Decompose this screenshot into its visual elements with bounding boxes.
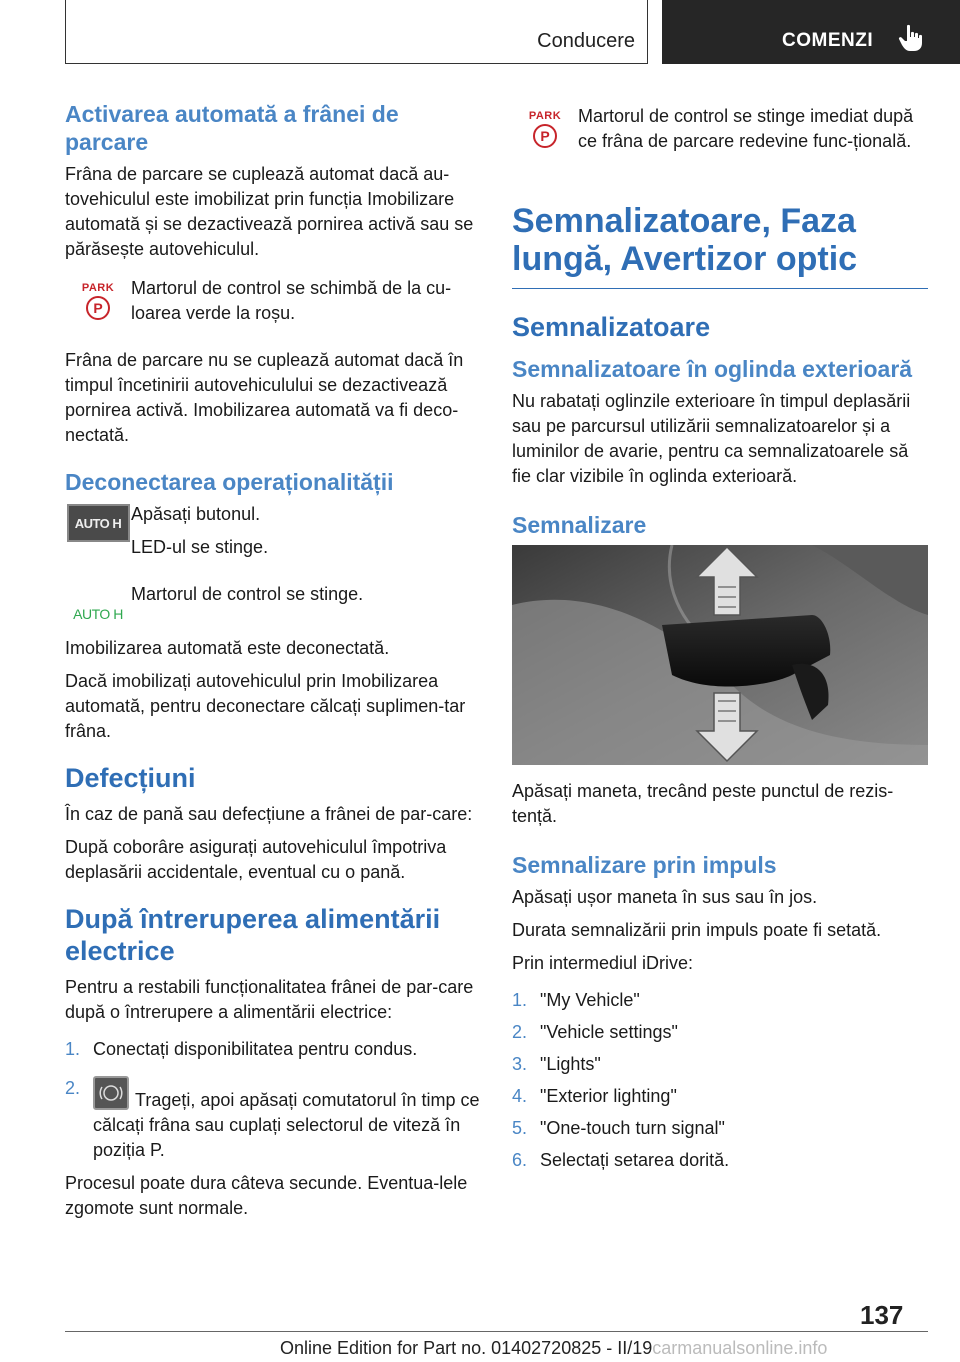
- paragraph-power: Pentru a restabili funcționalitatea frânei de par-care după o întrerupere a alimentării electrice:: [65, 977, 474, 1022]
- indicator-row-1: [65, 276, 481, 334]
- left-column: [65, 100, 481, 1229]
- turn-signal-lever-photo: [512, 545, 928, 765]
- list-number: 1.: [65, 1039, 81, 1059]
- header-chapter-tab[interactable]: [662, 0, 960, 64]
- indicator-text-3: Martorul de control se stinge imediat după ce frâna de parcare redevine func-țională.: [578, 106, 914, 151]
- list-text: Conectați disponibilitatea pentru condus.: [93, 1039, 418, 1059]
- paragraph-faults-2: După coborâre asigurați autovehiculul împotriva deplasării accidentale, eventual cu o pană.: [65, 837, 447, 882]
- list-number: 3.: [512, 1054, 528, 1074]
- park-icon-letter: P: [86, 296, 110, 320]
- auto-hold-button-icon: AUTO H: [67, 504, 130, 542]
- heading-signal: Semnalizare: [512, 512, 647, 538]
- paragraph-mirror: Nu rabatați oglinzile exterioare în timpul deplasării sau pe parcursul utilizării semnalizatoarelor și a luminilor de avarie, pentru ca semnalizatoarele să fie clar vizibile în oglinda exterioară.: [512, 391, 911, 486]
- heading-deactivate: Deconectarea operaționalității: [65, 469, 394, 495]
- heading-faults: Defecțiuni: [65, 763, 196, 793]
- step-press-button: Apăsați butonul.: [131, 504, 261, 524]
- list-item: [512, 1116, 928, 1141]
- footer-watermark: carmanualsonline.info: [652, 1338, 828, 1358]
- list-number: 2.: [512, 1022, 528, 1042]
- list-item: [512, 1084, 928, 1109]
- list-text: "One-touch turn signal": [540, 1118, 725, 1138]
- park-icon-word: PARK: [81, 282, 115, 294]
- list-item: [65, 1037, 481, 1062]
- list-text: "My Vehicle": [540, 990, 640, 1010]
- paragraph-auto-brake: Frâna de parcare se cuplează automat dacă au-tovehiculul este imobilizat prin funcția Imobilizare automată și se dezactivează pornirea activă sau se părăsește autovehiculul.: [65, 164, 474, 259]
- paragraph-disabled: Imobilizarea automată este deconectată.: [65, 638, 390, 658]
- parking-brake-switch-icon: [93, 1076, 129, 1110]
- paragraph-impulse-1: Apăsați ușor maneta în sus sau în jos.: [512, 887, 818, 907]
- autoh-button-row: [65, 502, 481, 568]
- paragraph-impulse-2: Durata semnalizării prin impuls poate fi setată.: [512, 920, 882, 940]
- paragraph-disable-how: Dacă imobilizați autovehiculul prin Imobilizarea automată, pentru deconectare călcați suplimen-tar frâna.: [65, 671, 466, 741]
- paragraph-impulse-3: Prin intermediul iDrive:: [512, 953, 694, 973]
- park-icon-word: PARK: [528, 110, 562, 122]
- list-item: [512, 1020, 928, 1045]
- list-item: [512, 1148, 928, 1173]
- list-number: 2.: [65, 1078, 81, 1098]
- idrive-steps-list: [512, 988, 928, 1173]
- paragraph-no-auto: Frâna de parcare nu se cuplează automat dacă în timpul încetinirii autovehiculului se dezactivează pornirea activă. Imobilizarea automată va fi deco-nectată.: [65, 350, 464, 445]
- paragraph-process: Procesul poate dura câteva secunde. Eventua-lele zgomote sunt normale.: [65, 1173, 468, 1218]
- header-section-box: [65, 0, 648, 64]
- header-section-title: Conducere: [537, 30, 635, 52]
- header-chapter-title: COMENZI: [782, 30, 874, 51]
- park-icon-letter: P: [533, 124, 557, 148]
- right-column: [512, 100, 928, 1181]
- main-title: Semnalizatoare, Faza lungă, Avertizor optic: [512, 202, 928, 289]
- indicator-text-2: Martorul de control se stinge.: [131, 584, 364, 604]
- footer-divider: [65, 1331, 928, 1332]
- list-text: Selectați setarea dorită.: [540, 1150, 730, 1170]
- auto-hold-indicator-icon: AUTO H: [73, 606, 123, 622]
- hand-pointer-icon: [898, 24, 924, 57]
- page-number: 137: [860, 1300, 904, 1330]
- park-brake-icon: [78, 282, 118, 320]
- paragraph-faults-1: În caz de pană sau defecțiune a frânei de par-care:: [65, 804, 473, 824]
- heading-impulse: Semnalizare prin impuls: [512, 852, 777, 878]
- list-number: 5.: [512, 1118, 528, 1138]
- list-number: 1.: [512, 990, 528, 1010]
- step-led-off: LED-ul se stinge.: [131, 537, 269, 557]
- list-number: 6.: [512, 1150, 528, 1170]
- indicator-row-3: [512, 104, 928, 162]
- heading-turn-signals: Semnalizatoare: [512, 312, 711, 342]
- indicator-row-2: [65, 582, 481, 622]
- list-number: 4.: [512, 1086, 528, 1106]
- footer-edition-line: [280, 1338, 827, 1359]
- power-steps-list: [65, 1037, 481, 1163]
- list-item: [65, 1076, 481, 1163]
- list-text: "Lights": [540, 1054, 601, 1074]
- list-item: [512, 1052, 928, 1077]
- list-text: "Exterior lighting": [540, 1086, 677, 1106]
- park-brake-icon: [525, 110, 565, 148]
- indicator-text-1: Martorul de control se schimbă de la cu-loarea verde la roșu.: [131, 278, 452, 323]
- list-item: [512, 988, 928, 1013]
- heading-mirror-signals: Semnalizatoare în oglinda exterioară: [512, 356, 913, 382]
- heading-power-interruption: După întreruperea alimentării electrice: [65, 904, 441, 966]
- paragraph-signal: Apăsați maneta, trecând peste punctul de rezis-tență.: [512, 781, 894, 826]
- list-text: "Vehicle settings": [540, 1022, 678, 1042]
- heading-auto-park-brake: Activarea automată a frânei de parcare: [65, 101, 399, 155]
- footer-edition: Online Edition for Part no. 01402720825 - II/19: [280, 1338, 653, 1358]
- list-text: Trageți, apoi apăsați comutatorul în timp ce călcați frâna sau cuplați selectorul de viteză în poziția P.: [93, 1090, 480, 1160]
